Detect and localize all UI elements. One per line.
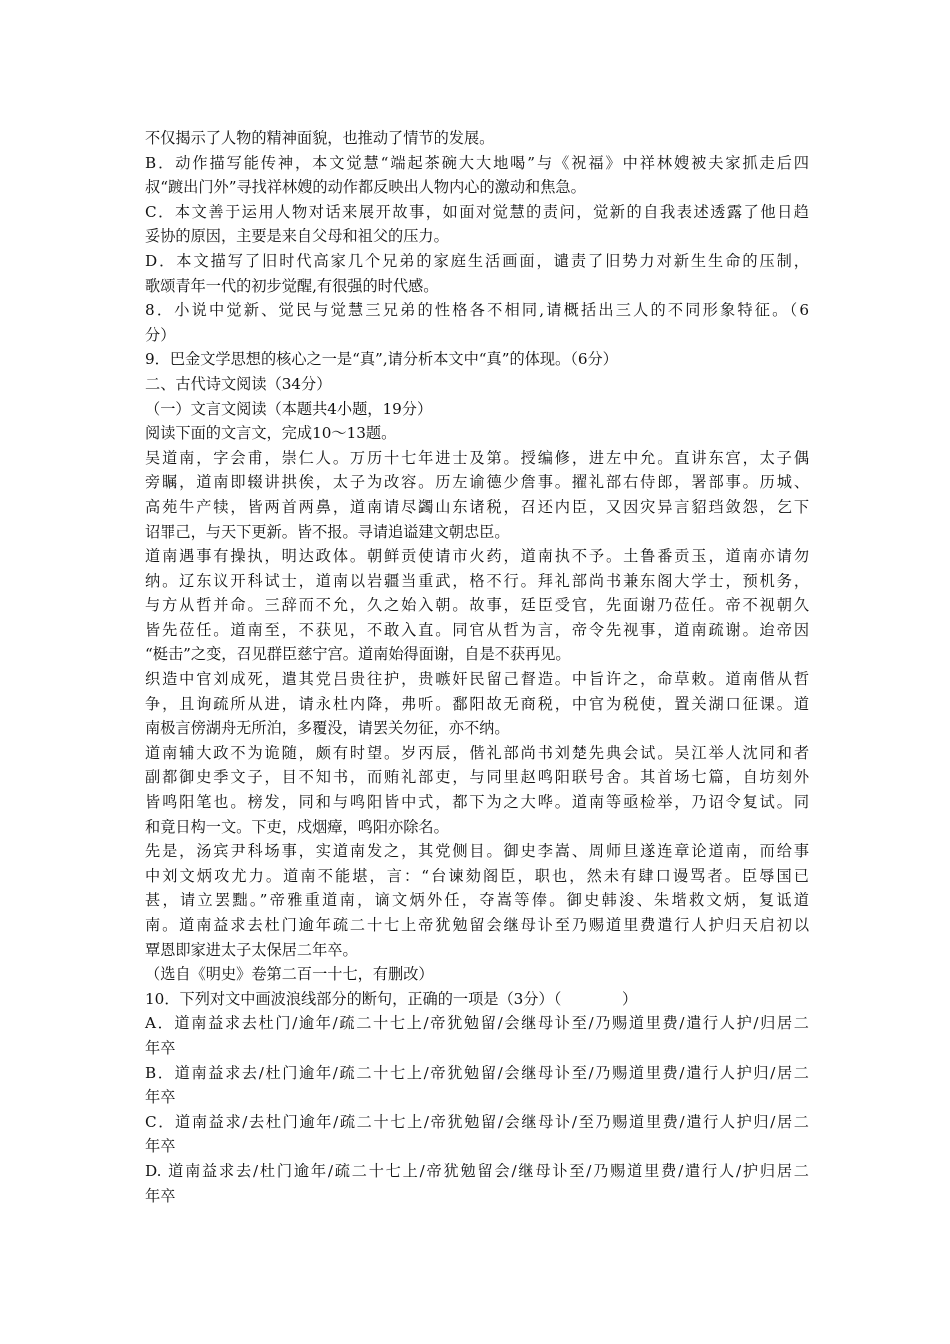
question-10: 10．下列对文中画波浪线部分的断句，正确的一项是（3分）（ ） bbox=[145, 989, 638, 1008]
passage-line: 先是，汤宾尹科场事，实道南发之，其党侧目。御史李嵩、周师旦遂连章论道南，而给事 bbox=[145, 842, 809, 861]
passage-line: “梃击”之变，召见群臣慈宁宫。道南始得面谢，自是不获再见。 bbox=[145, 645, 571, 664]
passage-line: 道南遇事有操执，明达政体。朝鲜贡使请市火药，道南执不予。土鲁番贡玉，道南亦请勿 bbox=[145, 547, 809, 566]
text-line: 分） bbox=[145, 325, 176, 344]
choice-c-cont: 年卒 bbox=[145, 1137, 176, 1156]
section-heading: 二、古代诗文阅读（34分） bbox=[145, 374, 332, 393]
passage-line: 高苑牛产犊，皆两首两鼻，道南请尽蠲山东诸税，召还内臣，又因灾异言貂珰敛怨，乞下 bbox=[145, 497, 809, 516]
text-line: 叔“踱出门外”寻找祥林嫂的动作都反映出人物内心的激动和焦急。 bbox=[145, 178, 586, 197]
passage-line: 争，且询疏所从进，请永杜内降，弗听。鄱阳故无商税，中官为税使，置关湖口征课。道 bbox=[145, 694, 809, 713]
document-page bbox=[145, 126, 809, 1208]
instruction: 阅读下面的文言文，完成10～13题。 bbox=[145, 424, 397, 443]
passage-line: 皆鸣阳笔也。榜发，同和与鸣阳皆中式，都下为之大哗。道南等亟检举，乃诏令复试。同 bbox=[145, 793, 809, 812]
text-line: 歌颂青年一代的初步觉醒,有很强的时代感。 bbox=[145, 276, 439, 295]
passage-line: 甚，请立罢黜。”帝雅重道南，谪文炳外任，夺嵩等俸。御史韩浚、朱堦救文炳，复诋道 bbox=[145, 891, 809, 910]
passage-line: 旁瞩，道南即辍讲拱俟，太子为改容。历左谕德少詹事。擢礼部右侍郎，署部事。历城、 bbox=[145, 473, 809, 492]
choice-b-cont: 年卒 bbox=[145, 1088, 176, 1107]
passage-line: 副都御史季文子，目不知书，而贿礼部吏，与同里赵鸣阳联号舍。其首场七篇，自坊刻外 bbox=[145, 768, 809, 787]
subsection-heading: （一）文言文阅读（本题共4小题，19分） bbox=[145, 399, 433, 418]
passage-line: 覃恩即家进太子太保居二年卒。 bbox=[145, 940, 358, 959]
passage-line: 织造中官刘成死，遣其党吕贵往护，贵嗾奸民留己督造。中旨许之，命草敕。道南偕从哲 bbox=[145, 670, 809, 689]
passage-line: 道南辅大政不为诡随，颇有时望。岁丙辰，偕礼部尚书刘楚先典会试。吴江举人沈同和者 bbox=[145, 743, 809, 762]
question-8: 8．小说中觉新、觉民与觉慧三兄弟的性格各不相同,请概括出三人的不同形象特征。（6 bbox=[145, 301, 809, 320]
passage-line: 吴道南，字会甫，崇仁人。万历十七年进士及第。授编修，进左中允。直讲东宫，太子偶 bbox=[145, 448, 809, 467]
passage-line: 诏罪己，与天下更新。皆不报。寻请追谥建文朝忠臣。 bbox=[145, 522, 510, 541]
passage-line: 南极言傍湖舟无所泊，多覆没，请罢关勿征，亦不纳。 bbox=[145, 719, 510, 738]
passage-line: 与方从哲并命。三辞而不允，久之始入朝。故事，廷臣受官，先面谢乃莅任。帝不视朝久 bbox=[145, 596, 809, 615]
option-b-line: B．动作描写能传神，本文觉慧“端起茶碗大大地喝”与《祝福》中祥林嫂被夫家抓走后四 bbox=[145, 153, 809, 172]
passage-line: 和竟日构一文。下吏，戍烟瘴，鸣阳亦除名。 bbox=[145, 817, 449, 836]
choice-c: C．道南益求/去杜门逾年/疏二十七上/帝犹勉留/会继母讣/至乃赐道里费/遣行人护归/居二 bbox=[145, 1112, 809, 1131]
passage-line: 纳。辽东议开科试士，道南以岩疆当重武，格不行。拜礼部尚书兼东阁大学士，预机务， bbox=[145, 571, 809, 590]
option-c-line: C．本文善于运用人物对话来展开故事，如面对觉慧的责问，觉新的自我表述透露了他日趋 bbox=[145, 202, 809, 221]
choice-b: B．道南益求去/杜门逾年/疏二十七上/帝犹勉留/会继母讣至/乃赐道里费/遣行人护归/居二 bbox=[145, 1063, 809, 1082]
choice-d-cont: 年卒 bbox=[145, 1186, 176, 1205]
passage-line: 南。道南益求去杜门逾年疏二十七上帝犹勉留会继母讣至乃赐道里费遣行人护归天启初以 bbox=[145, 916, 809, 934]
passage-line: 中刘文炳攻尤力。道南不能堪，言：“台谏劾阁臣，职也，然未有肆口谩骂者。臣辱国已 bbox=[145, 866, 809, 885]
choice-a-cont: 年卒 bbox=[145, 1038, 176, 1057]
question-9: 9．巴金文学思想的核心之一是“真”,请分析本文中“真”的体现。（6分） bbox=[145, 350, 618, 369]
passage-line: 皆先莅任。道南至，不获见，不敢入直。同官从哲为言，帝令先视事，道南疏谢。迨帝因 bbox=[145, 620, 809, 639]
text-line: 不仅揭示了人物的精神面貌，也推动了情节的发展。 bbox=[145, 129, 495, 147]
text-line: 妥协的原因，主要是来自父母和祖父的压力。 bbox=[145, 227, 449, 246]
source-note: （选自《明史》卷第二百一十七，有删改） bbox=[145, 965, 434, 984]
option-d-line: D．本文描写了旧时代高家几个兄弟的家庭生活画面，谴责了旧势力对新生生命的压制， bbox=[145, 251, 809, 270]
choice-a: A．道南益求去杜门/逾年/疏二十七上/帝犹勉留/会继母讣至/乃赐道里费/遣行人护/归居二 bbox=[145, 1014, 809, 1033]
choice-d: D. 道南益求去/杜门逾年/疏二十七上/帝犹勉留会/继母讣至/乃赐道里费/遣行人/护归居二 bbox=[145, 1161, 809, 1180]
